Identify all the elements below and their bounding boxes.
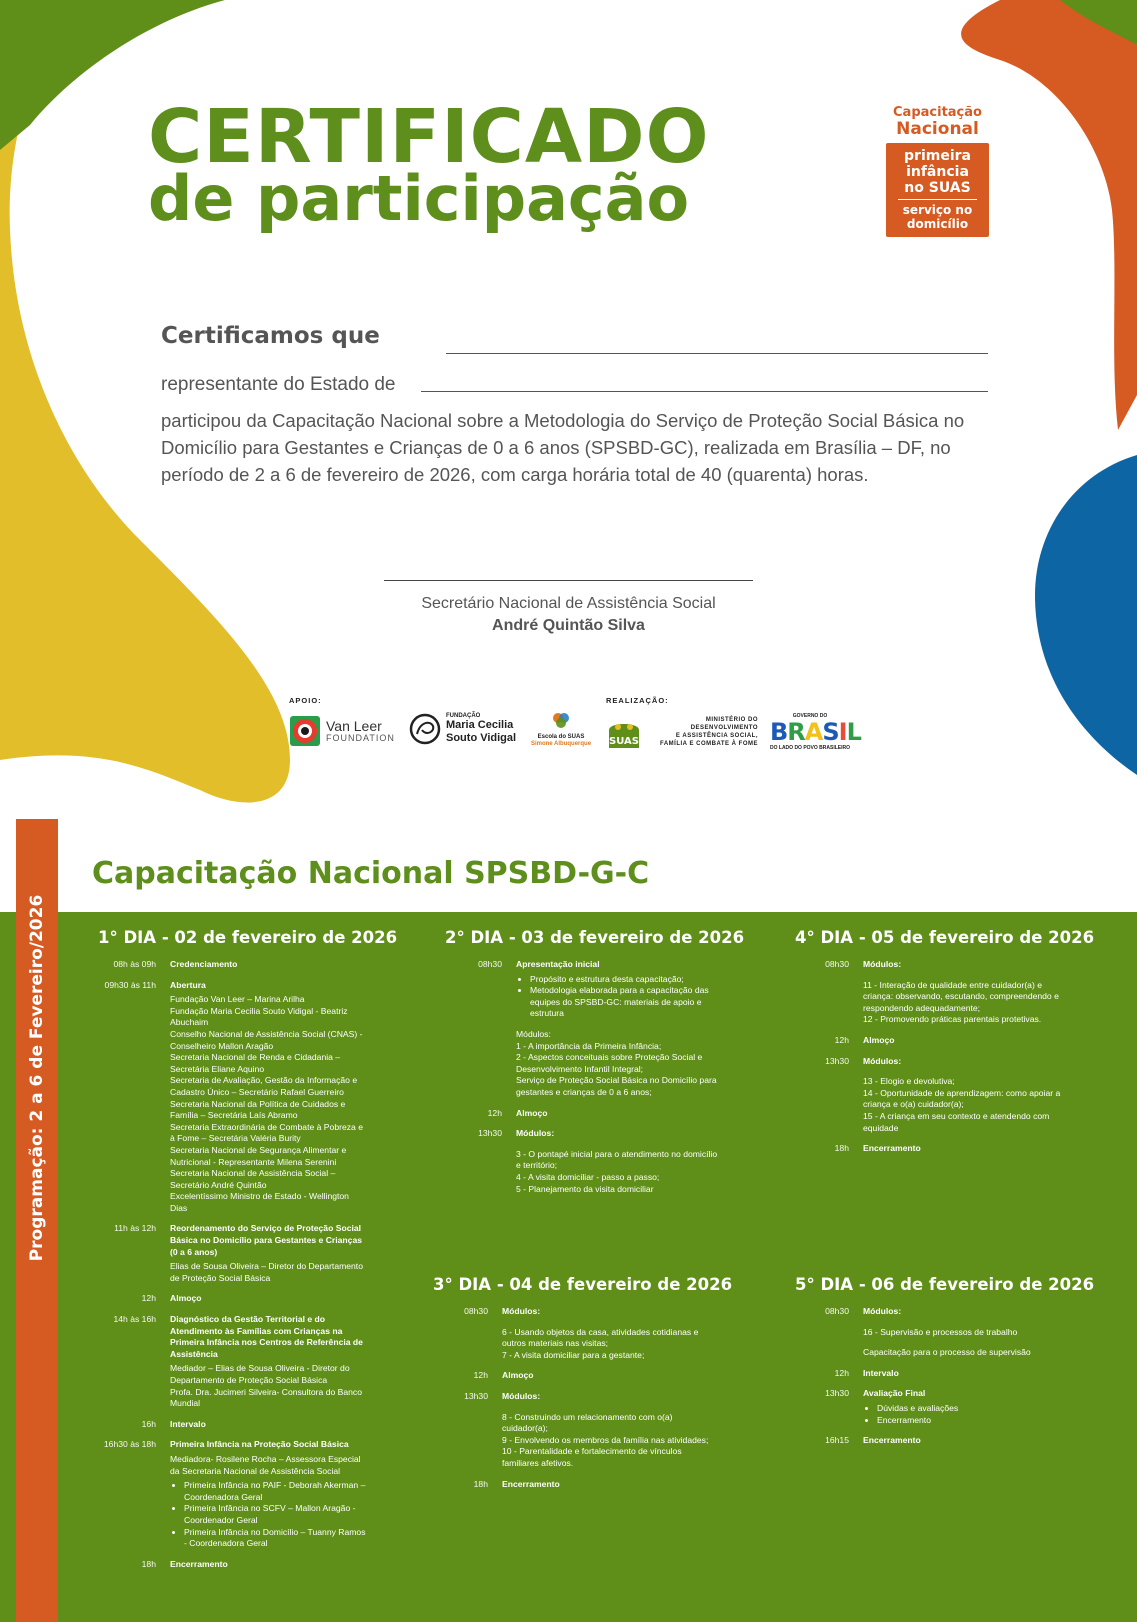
activity: Almoço xyxy=(502,1370,534,1381)
mds-line: FAMÍLIA E COMBATE À FOME xyxy=(660,741,758,747)
logo-divider xyxy=(898,199,977,200)
list-item: Conselho Nacional de Assistência Social (CNAS) - Conselheiro Mallon Aragão xyxy=(170,1028,363,1051)
day2-title: 2° DIA - 03 de fevereiro de 2026 xyxy=(445,928,745,947)
schedule-row xyxy=(795,1035,1071,1047)
logo-box-line: infância xyxy=(906,164,969,180)
day5-column xyxy=(795,1275,1095,1456)
list-item: Excelentíssimo Ministro de Estado - Wellington Dias xyxy=(170,1191,349,1213)
activity: Reordenamento do Serviço de Proteção Social Básica no Domicílio para Gestantes e Crianças (0 a 6 anos) xyxy=(170,1223,363,1257)
list-item: Secretaria Nacional da Política de Cuidados e Família – Secretária Laís Abramo xyxy=(170,1098,346,1121)
time: 08h30 xyxy=(825,959,849,969)
time: 18h xyxy=(834,1143,849,1154)
list-item: 7 - A visita domiciliar para a gestante; xyxy=(502,1349,645,1360)
schedule-row xyxy=(795,1306,1071,1359)
activity: Encerramento xyxy=(863,1143,921,1154)
list-item: • Dúvidas e avaliações xyxy=(877,1403,1071,1415)
time: 16h xyxy=(141,1418,156,1429)
time: 16h30 às 18h xyxy=(103,1439,156,1450)
time: 18h xyxy=(473,1478,488,1489)
logo-box xyxy=(886,143,989,237)
list-item: 10 - Parentalidade e fortalecimento de vínculos familiares afetivos. xyxy=(502,1446,682,1468)
program-title: Capacitação Nacional SPSBD-G-C xyxy=(92,856,650,891)
time: 14h às 16h xyxy=(113,1314,156,1325)
escola-suas-icon xyxy=(551,711,571,729)
vanleer-sub: FOUNDATION xyxy=(326,732,395,743)
gov-top: GOVERNO DO xyxy=(792,713,828,719)
list-item: 16 - Supervisão e processos de trabalho xyxy=(863,1326,1018,1337)
fmcsv-line: Maria Cecilia xyxy=(446,719,514,731)
fmcsv-icon xyxy=(408,712,442,746)
mds-line: DESENVOLVIMENTO xyxy=(690,725,758,731)
signatory-role: Secretário Nacional de Assistência Social xyxy=(421,595,716,612)
list-item: 1 - A importância da Primeira Infância; xyxy=(516,1040,662,1051)
day3-title: 3° DIA - 04 de fevereiro de 2026 xyxy=(433,1275,733,1294)
activity: Credenciamento xyxy=(170,959,238,969)
list-item: 12 - Promovendo práticas parentais protetivas. xyxy=(863,1014,1042,1025)
activity: Encerramento xyxy=(863,1435,921,1446)
time: 11h às 12h xyxy=(114,1223,156,1234)
activity: Almoço xyxy=(516,1107,548,1118)
mds-line: E ASSISTÊNCIA SOCIAL, xyxy=(675,733,758,739)
suas-logo xyxy=(605,718,643,757)
vanleer-logo xyxy=(290,716,395,746)
list-item: Capacitação para o processo de supervisão xyxy=(863,1347,1031,1358)
activity: Módulos: xyxy=(502,1306,541,1316)
schedule-row xyxy=(98,1419,368,1431)
time: 12h xyxy=(834,1034,849,1045)
schedule-row xyxy=(98,1293,368,1305)
schedule-row xyxy=(445,959,721,1099)
time: 13h30 xyxy=(825,1388,849,1399)
list-item: Secretaria Nacional de Assistência Social – Secretário André Quintão xyxy=(170,1168,336,1190)
activity: Intervalo xyxy=(170,1418,206,1429)
suas-text: SUAS xyxy=(609,736,639,747)
vanleer-icon xyxy=(290,716,320,746)
list-item: 5 - Planejamento da visita domiciliar xyxy=(516,1183,654,1194)
activity-detail: Módulos: xyxy=(516,1028,551,1039)
list-item: Secretaria Nacional de Renda e Cidadania – Secretária Eliane Aquino xyxy=(170,1052,341,1074)
fmcsv-prefix: FUNDAÇÃO xyxy=(446,713,481,719)
logo-box-line: serviço no xyxy=(902,203,973,217)
suas-icon xyxy=(605,718,643,752)
list-item: 8 - Construindo um relacionamento com o(a) cuidador(a); xyxy=(502,1411,673,1434)
gov-bottom: DO LADO DO POVO BRASILEIRO xyxy=(770,745,851,751)
schedule-row xyxy=(795,1143,1071,1155)
program-vertical-label: Programação: 2 a 6 de Fevereiro/2026 xyxy=(27,894,47,1262)
time: 08h30 xyxy=(464,1306,488,1316)
list-item: • Propósito e estrutura desta capacitação; xyxy=(530,974,721,986)
list-item: Serviço de Proteção Social Básica no Domicílio para gestantes e crianças de 0 a 6 anos; xyxy=(516,1075,717,1097)
activity: Módulos: xyxy=(863,1055,902,1066)
certify-label: Certificamos que xyxy=(161,323,380,349)
list-item: • Encerramento xyxy=(877,1415,1071,1427)
certificate-subtitle: de participação xyxy=(148,162,690,235)
time: 08h às 09h xyxy=(113,959,156,969)
activity: Apresentação inicial xyxy=(516,959,600,969)
time: 13h30 xyxy=(464,1390,488,1401)
activity: Intervalo xyxy=(863,1367,899,1378)
activity-detail: Mediadora- Rosilene Rocha – Assessora Especial da Secretaria Nacional de Assistência Social xyxy=(170,1453,361,1476)
time: 13h30 xyxy=(825,1055,849,1066)
list-item: Secretaria Extraordinária de Combate à Pobreza e à Fome – Secretária Valéria Burity xyxy=(170,1121,363,1144)
list-item: 15 - A criança em seu contexto e atendendo com equidade xyxy=(863,1110,1050,1133)
schedule-row xyxy=(433,1370,713,1382)
list-item: • Metodologia elaborada para a capacitação das equipes do SPSBD-GC: materiais de apoio e estrutura xyxy=(530,985,721,1020)
schedule-row xyxy=(433,1479,713,1491)
list-item: • Primeira Infância no Domicílio – Tuanny Ramos - Coordenadora Geral xyxy=(184,1527,368,1550)
mds-logo xyxy=(654,716,758,748)
activity: Almoço xyxy=(863,1034,895,1045)
schedule-row xyxy=(445,1128,721,1195)
day4-title: 4° DIA - 05 de fevereiro de 2026 xyxy=(795,928,1095,947)
time: 12h xyxy=(141,1293,156,1304)
logo-line: Nacional xyxy=(896,119,979,139)
activity-detail: Profa. Dra. Jucimeri Silveira- Consultora do Banco Mundial xyxy=(170,1386,363,1409)
gov-brasil-word: BRASIL xyxy=(770,718,861,746)
fmcsv-line: Souto Vidigal xyxy=(446,732,517,744)
logo-box-line: domicílio xyxy=(906,217,969,231)
signatory-name: André Quintão Silva xyxy=(492,617,645,634)
activity: Encerramento xyxy=(502,1478,560,1489)
activity: Encerramento xyxy=(170,1558,228,1569)
schedule-row xyxy=(98,1223,368,1284)
day4-column xyxy=(795,928,1095,1164)
time: 09h30 às 11h xyxy=(104,979,156,990)
schedule-row xyxy=(98,1314,368,1410)
schedule-row xyxy=(98,959,368,971)
list-item: Secretaria de Avaliação, Gestão da Informação e Cadastro Único – Secretário Rafael Guerreiro xyxy=(170,1075,358,1097)
list-item: 13 - Elogio e devolutiva; xyxy=(863,1076,955,1087)
activity: Módulos: xyxy=(863,959,902,969)
fmcsv-logo xyxy=(408,712,516,746)
activity: Módulos: xyxy=(516,1128,555,1139)
name-blank-line xyxy=(446,353,988,354)
schedule-row xyxy=(795,1056,1071,1135)
schedule-row xyxy=(795,1368,1071,1380)
signature-line xyxy=(384,580,753,581)
list-item: 14 - Oportunidade de aprendizagem: como apoiar a criança e o(a) cuidador(a); xyxy=(863,1087,1061,1110)
schedule-row xyxy=(98,1439,368,1549)
schedule-row xyxy=(795,959,1071,1026)
escola-line: Escola do SUAS xyxy=(537,734,585,740)
list-item: Fundação Van Leer – Marina Arilha xyxy=(170,994,305,1005)
activity: Almoço xyxy=(170,1293,202,1304)
list-item: • Primeira Infância no SCFV – Mallon Aragão - Coordenador Geral xyxy=(184,1503,368,1526)
logo-box-line: primeira xyxy=(904,148,971,164)
day3-column xyxy=(433,1275,733,1499)
state-label: representante do Estado de xyxy=(161,374,396,395)
list-item: Fundação Maria Cecilia Souto Vidigal - Beatriz Abuchaim xyxy=(170,1005,348,1028)
activity: Módulos: xyxy=(863,1306,902,1316)
realizacao-label: REALIZAÇÃO: xyxy=(606,696,669,705)
escola-line: Simone Albuquerque xyxy=(530,741,592,747)
logo-box-line: no SUAS xyxy=(904,180,971,196)
vanleer-name: Van Leer xyxy=(326,717,382,734)
activity: Abertura xyxy=(170,979,206,990)
time: 13h30 xyxy=(478,1128,502,1139)
apoio-label: APOIO: xyxy=(289,696,322,705)
capacitacao-logo xyxy=(886,106,989,237)
certificate-body: participou da Capacitação Nacional sobre a Metodologia do Serviço de Proteção Social Básica no Domicílio para Gestantes e Crianças de 0 a 6 anos (SPSBD-GC), realizada em Brasília – DF, no período de 2 a 6 de fevereiro de 2026, com carga horária total de 40 (quarenta) horas. xyxy=(161,410,965,485)
time: 12h xyxy=(487,1107,502,1118)
governo-brasil-logo xyxy=(770,713,861,751)
activity: Primeira Infância na Proteção Social Básica xyxy=(170,1439,349,1450)
time: 18h xyxy=(141,1558,156,1569)
activity-detail: Elias de Sousa Oliveira – Diretor do Departamento de Proteção Social Básica xyxy=(170,1261,363,1283)
list-item: 3 - O pontapé inicial para o atendimento no domicílio e território; xyxy=(516,1148,718,1171)
day2-column xyxy=(445,928,745,1204)
schedule-row xyxy=(795,1388,1071,1426)
day5-title: 5° DIA - 06 de fevereiro de 2026 xyxy=(795,1275,1095,1294)
activity: Diagnóstico da Gestão Territorial e do Atendimento às Famílias com Crianças na Primeira Infância nos Centros de Referência de Assistência xyxy=(170,1314,363,1359)
time: 16h15 xyxy=(825,1435,849,1446)
schedule-row xyxy=(98,980,368,1215)
list-item: 6 - Usando objetos da casa, atividades cotidianas e outros materiais nas visitas; xyxy=(502,1326,699,1349)
schedule-row xyxy=(445,1108,721,1120)
list-item: 4 - A visita domiciliar - passo a passo; xyxy=(516,1171,660,1182)
day1-column xyxy=(98,928,398,1579)
logo-line: Capacitação xyxy=(893,105,982,120)
time: 12h xyxy=(473,1370,488,1381)
escola-suas-logo xyxy=(527,711,595,748)
schedule-row xyxy=(433,1306,713,1361)
list-item: 9 - Envolvendo os membros da família nas atividades; xyxy=(502,1434,709,1445)
list-item: Secretaria Nacional de Segurança Alimentar e Nutricional - Representante Milena Serenini xyxy=(170,1144,347,1167)
list-item: 11 - Interação de qualidade entre cuidador(a) e criança: observando, escutando, compreendendo e respondendo adequadamente; xyxy=(863,979,1059,1013)
blue-shape xyxy=(1035,455,1137,775)
list-item: • Primeira Infância no PAIF - Deborah Akerman – Coordenadora Geral xyxy=(184,1480,368,1503)
time: 12h xyxy=(834,1367,849,1378)
schedule-row xyxy=(795,1435,1071,1447)
activity: Avaliação Final xyxy=(863,1388,926,1399)
day1-title: 1° DIA - 02 de fevereiro de 2026 xyxy=(98,928,398,947)
time: 08h30 xyxy=(825,1306,849,1316)
activity: Módulos: xyxy=(502,1390,541,1401)
time: 08h30 xyxy=(478,959,502,969)
state-blank-line xyxy=(421,391,988,392)
certificate-title: CERTIFICADO xyxy=(148,94,710,180)
mds-line: MINISTÉRIO DO xyxy=(705,717,758,723)
schedule-row xyxy=(433,1391,713,1470)
activity-detail: Mediador – Elias de Sousa Oliveira - Diretor do Departamento de Proteção Social Básica xyxy=(170,1363,350,1385)
list-item: 2 - Aspectos conceituais sobre Proteção Social e Desenvolvimento Infantil Integral; xyxy=(516,1052,703,1074)
schedule-row xyxy=(98,1559,368,1571)
